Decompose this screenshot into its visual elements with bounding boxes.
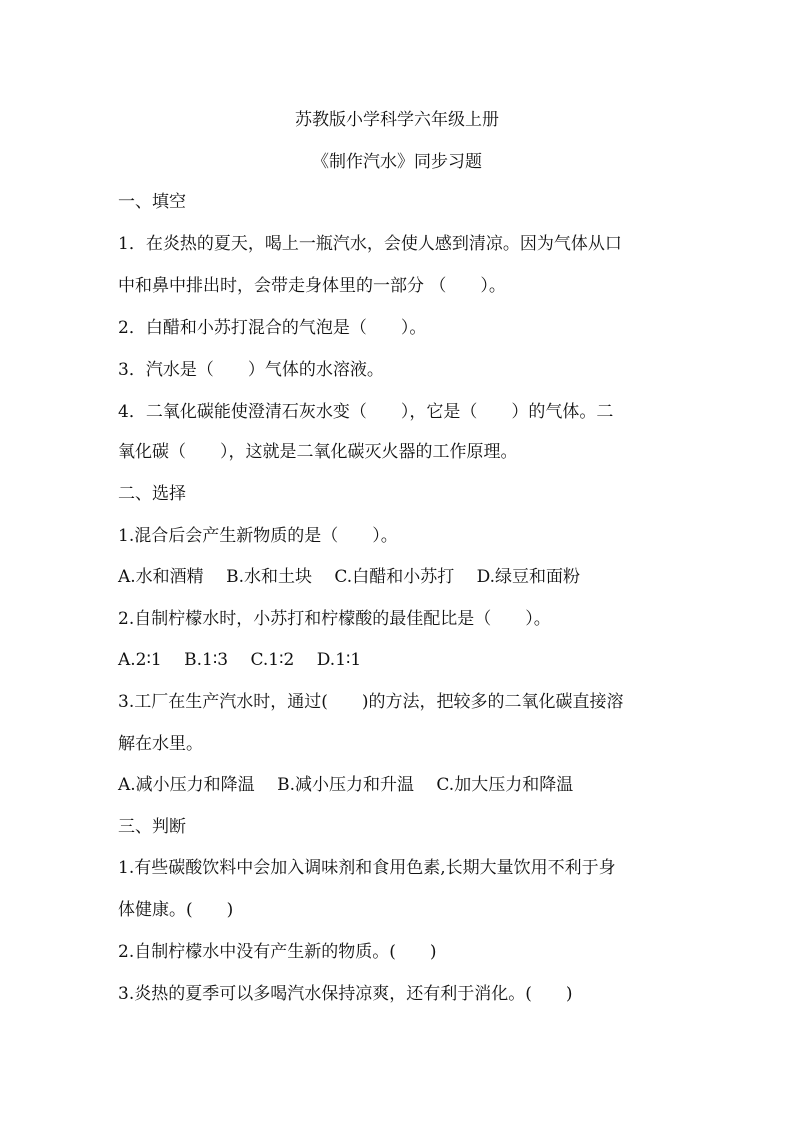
question-line: 1.有些碳酸饮料中会加入调味剂和食用色素,长期大量饮用不利于身 — [118, 858, 616, 878]
section-heading-choice: 二、选择 — [118, 484, 186, 504]
question-line: 中和鼻中排出时，会带走身体里的一部分 （ ）。 — [118, 276, 506, 296]
section-heading-judgement: 三、判断 — [118, 817, 186, 837]
section-heading-fill-blank: 一、填空 — [118, 192, 186, 212]
question-line: 1.混合后会产生新物质的是（ ）。 — [118, 526, 398, 546]
answer-options: A.减小压力和降温 B.减小压力和升温 C.加大压力和降温 — [118, 775, 574, 795]
answer-options: A.水和酒精 B.水和土块 C.白醋和小苏打 D.绿豆和面粉 — [118, 567, 581, 587]
question-line: 3.工厂在生产汽水时，通过( )的方法，把较多的二氧化碳直接溶 — [118, 692, 624, 712]
document-title: 苏教版小学科学六年级上册 — [295, 110, 499, 130]
question-line: 4．二氧化碳能使澄清石灰水变（ ），它是（ ）的气体。二 — [118, 402, 614, 422]
question-line: 2.自制柠檬水中没有产生新的物质。( ) — [118, 942, 437, 962]
answer-options: A.2∶1 B.1∶3 C.1∶2 D.1∶1 — [118, 650, 362, 670]
question-line: 体健康。( ) — [118, 900, 234, 920]
question-line: 3．汽水是（ ）气体的水溶液。 — [118, 360, 384, 380]
question-line: 2．白醋和小苏打混合的气泡是（ ）。 — [118, 318, 427, 338]
question-line: 3.炎热的夏季可以多喝汽水保持凉爽，还有利于消化。( ) — [118, 984, 573, 1004]
question-line: 解在水里。 — [118, 734, 203, 754]
question-line: 2.自制柠檬水时，小苏打和柠檬酸的最佳配比是（ ）。 — [118, 609, 551, 629]
document-subtitle: 《制作汽水》同步习题 — [312, 152, 482, 172]
question-line: 1．在炎热的夏天，喝上一瓶汽水，会使人感到清凉。因为气体从口 — [118, 234, 622, 254]
question-line: 氧化碳（ ），这就是二氧化碳灭火器的工作原理。 — [118, 442, 518, 462]
